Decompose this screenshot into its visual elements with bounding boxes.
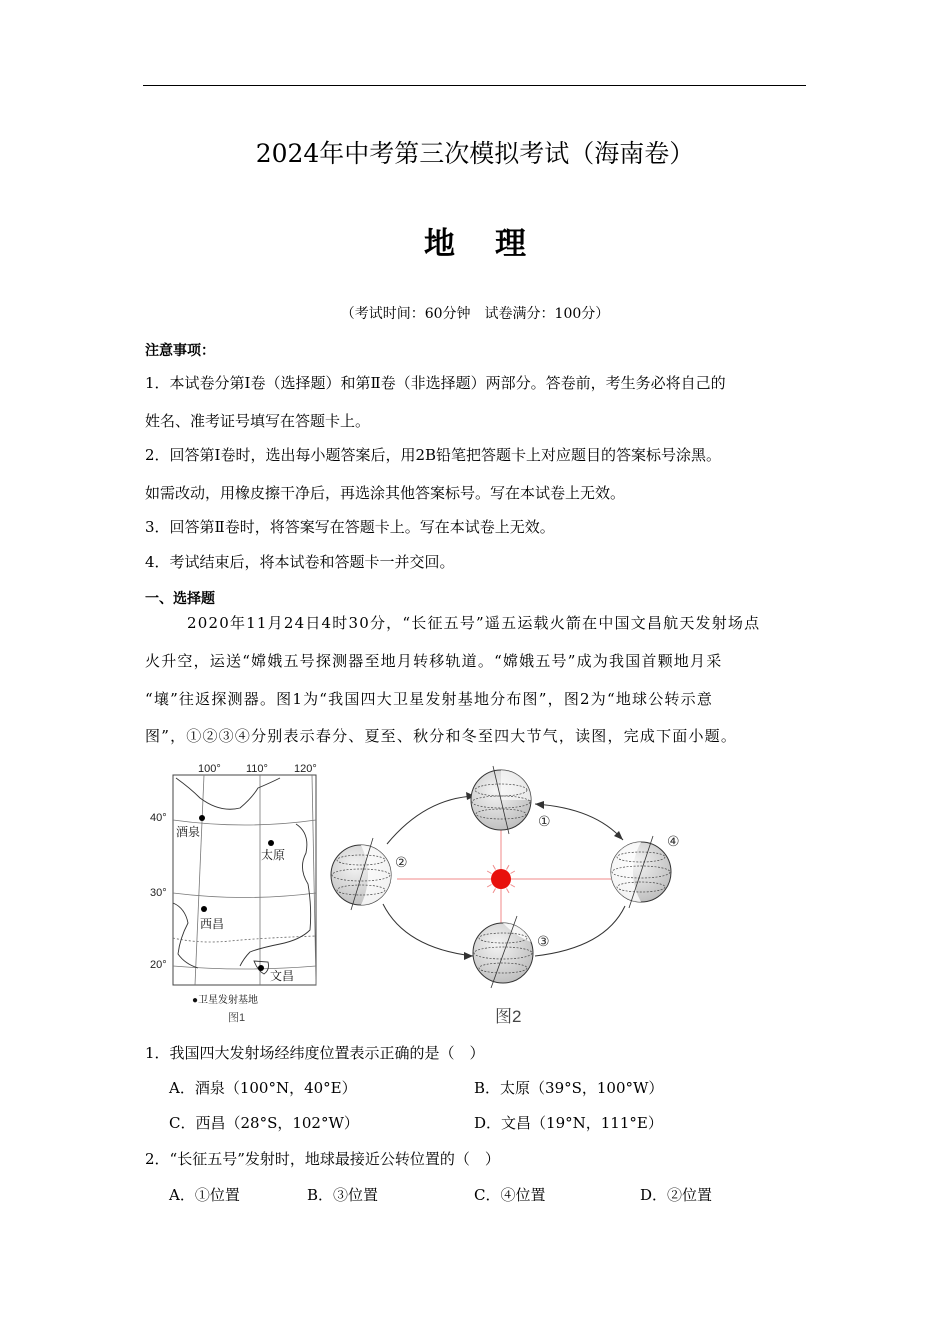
lat-label: 40°: [150, 812, 167, 824]
site-marker: [201, 906, 207, 912]
question-2-stem: 2．“长征五号”发射时，地球最接近公转位置的（ ）: [145, 1150, 500, 1168]
question-2-option-d[interactable]: D．②位置: [640, 1186, 713, 1204]
lon-label: 120°: [294, 763, 317, 775]
top-rule: [143, 85, 806, 86]
longitude-line: [312, 775, 316, 985]
globe-position-1: [471, 766, 531, 834]
orbit-arc: [387, 796, 475, 844]
border-line: [173, 903, 198, 968]
site-marker: [258, 965, 264, 971]
question-1-option-d[interactable]: D．文昌（19°N，111°E）: [474, 1114, 663, 1132]
subject-title: 地理: [424, 226, 566, 262]
figure2-caption: 图2: [495, 1007, 522, 1026]
question-1-option-a[interactable]: A．酒泉（100°N，40°E）: [169, 1079, 357, 1097]
orbit-arc: [383, 904, 473, 956]
marker-4: ④: [667, 834, 680, 850]
orbit-arrow: [464, 952, 473, 960]
sun-ray: [487, 885, 491, 888]
globe-position-3: [473, 916, 533, 988]
site-label-xichang: 西昌: [200, 917, 225, 931]
intro-line: 图”，①②③④分别表示春分、夏至、秋分和冬至四大节气，读图，完成下面小题。: [145, 727, 738, 745]
map-frame: [173, 775, 316, 985]
question-1-stem: 1．我国四大发射场经纬度位置表示正确的是（ ）: [145, 1044, 485, 1062]
globe-position-2: [331, 838, 391, 910]
notes-line: 3．回答第Ⅱ卷时，将答案写在答题卡上。写在本试卷上无效。: [145, 518, 555, 536]
longitude-line: [195, 775, 204, 985]
notes-line: 2．回答第Ⅰ卷时，选出每小题答案后，用2B铅笔把答题卡上对应题目的答案标号涂黑。: [145, 446, 722, 464]
notes-line: 1．本试卷分第Ⅰ卷（选择题）和第Ⅱ卷（非选择题）两部分。答卷前，考生务必将自己的: [145, 374, 726, 392]
intro-line: “壤”往返探测器。图1为“我国四大卫星发射基地分布图”，图2为“地球公转示意: [145, 690, 714, 708]
sun-ray: [493, 889, 496, 893]
question-1-option-c[interactable]: C．西昌（28°S，102°W）: [169, 1114, 359, 1132]
sun-ray: [511, 885, 515, 888]
figure1-caption: 图1: [228, 1012, 246, 1024]
sun-ray: [487, 871, 491, 874]
sun-ray: [511, 871, 515, 874]
notes-line: 如需改动，用橡皮擦干净后，再选涂其他答案标号。写在本试卷上无效。: [145, 484, 626, 502]
section-heading: 一、选择题: [145, 591, 215, 607]
exam-info: （考试时间：60分钟 试卷满分：100分）: [340, 306, 610, 322]
sun-icon: [491, 869, 511, 889]
question-2-option-b[interactable]: B．③位置: [307, 1186, 379, 1204]
lon-label: 100°: [198, 763, 221, 775]
lat-label: 20°: [150, 959, 167, 971]
figure2-orbit: [325, 758, 695, 1036]
lat-label: 30°: [150, 887, 167, 899]
sun-ray: [493, 865, 496, 869]
latitude-line: [173, 893, 316, 898]
intro-line: 火升空，运送“嫦娥五号探测器至地月转移轨道。“嫦娥五号”成为我国首颗地月采: [145, 652, 723, 670]
site-marker: [268, 840, 274, 846]
question-2-option-a[interactable]: A．①位置: [169, 1186, 240, 1204]
sun-ray: [507, 865, 510, 869]
lon-label: 110°: [246, 763, 268, 775]
marker-3: ③: [537, 934, 550, 950]
site-label-wenchang: 文昌: [270, 969, 295, 983]
site-label-taiyuan: 太原: [261, 848, 286, 862]
question-2-option-c[interactable]: C．④位置: [474, 1186, 546, 1204]
notes-heading: 注意事项：: [145, 343, 215, 359]
map-legend: ●卫星发射基地: [192, 995, 259, 1006]
notes-line: 姓名、准考证号填写在答题卡上。: [145, 412, 371, 430]
site-marker: [199, 815, 205, 821]
border-line: [176, 778, 280, 809]
tropic-line: [173, 936, 316, 942]
question-1-option-b[interactable]: B．太原（39°S，100°W）: [474, 1079, 664, 1097]
figure1-map: [140, 758, 330, 1030]
globe-position-4: [611, 836, 671, 908]
exam-title: 2024年中考第三次模拟考试（海南卷）: [255, 139, 695, 168]
marker-1: ①: [538, 814, 551, 830]
sun-ray: [507, 889, 510, 893]
marker-2: ②: [395, 855, 408, 871]
notes-line: 4．考试结束后，将本试卷和答题卡一并交回。: [145, 553, 455, 571]
site-label-jiuquan: 酒泉: [176, 825, 201, 839]
intro-line: 2020年11月24日4时30分，“长征五号”遥五运载火箭在中国文昌航天发射场点: [187, 614, 761, 632]
orbit-arrow: [535, 801, 544, 809]
